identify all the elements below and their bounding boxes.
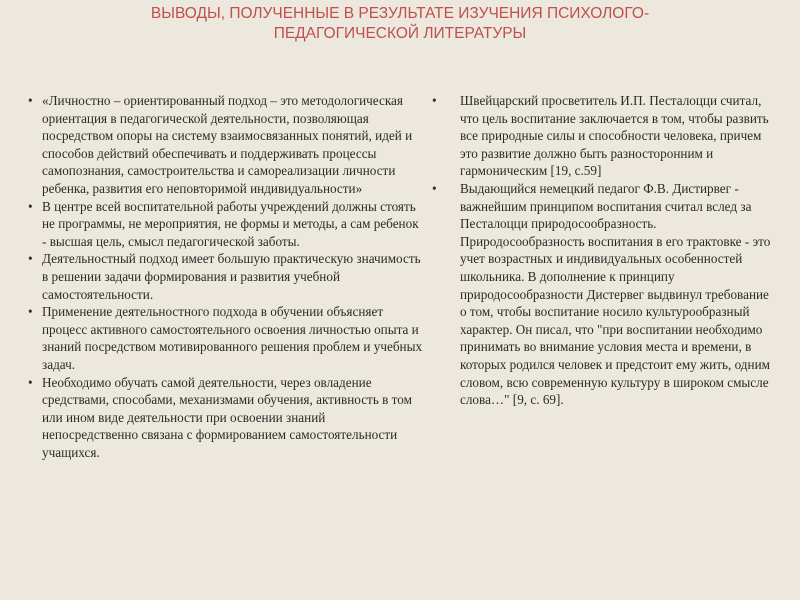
- list-item-text: В центре всей воспитательной работы учреждений должны стоять не программы, не мероприятия, не формы и методы, а сам ребенок - высшая цель, смысл педагогической заботы.: [42, 198, 419, 249]
- right-column: [432, 92, 777, 409]
- list-item-text: Выдающийся немецкий педагог Ф.В. Дистирвег - важнейшим принципом воспитания считал вслед за Песталоцци природосообразность. Природосообразность воспитания в его трактовке - это учет возрастных и индивидуальных особенностей школьника. В дополнение к принципу природосообразности Дистервег выдвинул требование о том, чтобы воспитание носило культурообразный характер. Он писал, что "при воспитании необходимо принимать во внимание условия места и времени, в которых родился человек и предстоит ему жить, одним словом, всю современную культуру в широком смысле слова…" [9, с. 69].: [460, 180, 771, 408]
- right-bullet-list: [432, 92, 777, 409]
- list-item: [24, 198, 424, 251]
- slide-title: ВЫВОДЫ, ПОЛУЧЕННЫЕ В РЕЗУЛЬТАТЕ ИЗУЧЕНИЯ ПСИХОЛОГО-ПЕДАГОГИЧЕСКОЙ ЛИТЕРАТУРЫ: [150, 5, 650, 42]
- list-item: [24, 303, 424, 373]
- bullet-icon: •: [28, 93, 33, 108]
- bullet-icon: •: [28, 198, 33, 214]
- list-item: [432, 92, 777, 180]
- list-item-text: Необходимо обучать самой деятельности, через овладение средствами, способами, механизмами обучения, активность в том или ином виде деятельности при освоении знаний непосредственно связана с формированием самостоятельности учащихся.: [42, 374, 412, 460]
- bullet-icon: •: [432, 93, 437, 108]
- list-item: [432, 180, 777, 409]
- list-item-text: Применение деятельностного подхода в обучении объясняет процесс активного самостоятельного освоения личностью опыта и знаний посредством мотивированного решения проблем и учебных задач.: [42, 304, 423, 372]
- left-column: [24, 92, 424, 461]
- list-item: [24, 374, 424, 462]
- left-bullet-list: [24, 92, 424, 461]
- list-item: [24, 92, 424, 198]
- bullet-icon: •: [432, 180, 437, 196]
- bullet-icon: •: [28, 374, 33, 390]
- list-item-text: Деятельностный подход имеет большую практическую значимость в решении задачи формирования и развития учебной самостоятельности.: [42, 251, 421, 302]
- list-item-text: «Личностно – ориентированный подход – это методологическая ориентация в педагогической деятельности, позволяющая посредством опоры на систему взаимосвязанных понятий, идей и способов действий обеспечивать и поддерживать процессы самопознания, самостроительства и самореализации личности ребенка, развития его неповторимой индивидуальности»: [42, 93, 413, 196]
- bullet-icon: •: [28, 251, 33, 267]
- bullet-icon: •: [28, 304, 33, 320]
- list-item: [24, 250, 424, 303]
- list-item-text: Швейцарский просветитель И.П. Песталоцци считал, что цель воспитание заключается в том, чтобы развить все природные силы и способности человека, причем это развитие должно быть разносторонним и гармоническим [19, с.59]: [460, 93, 769, 179]
